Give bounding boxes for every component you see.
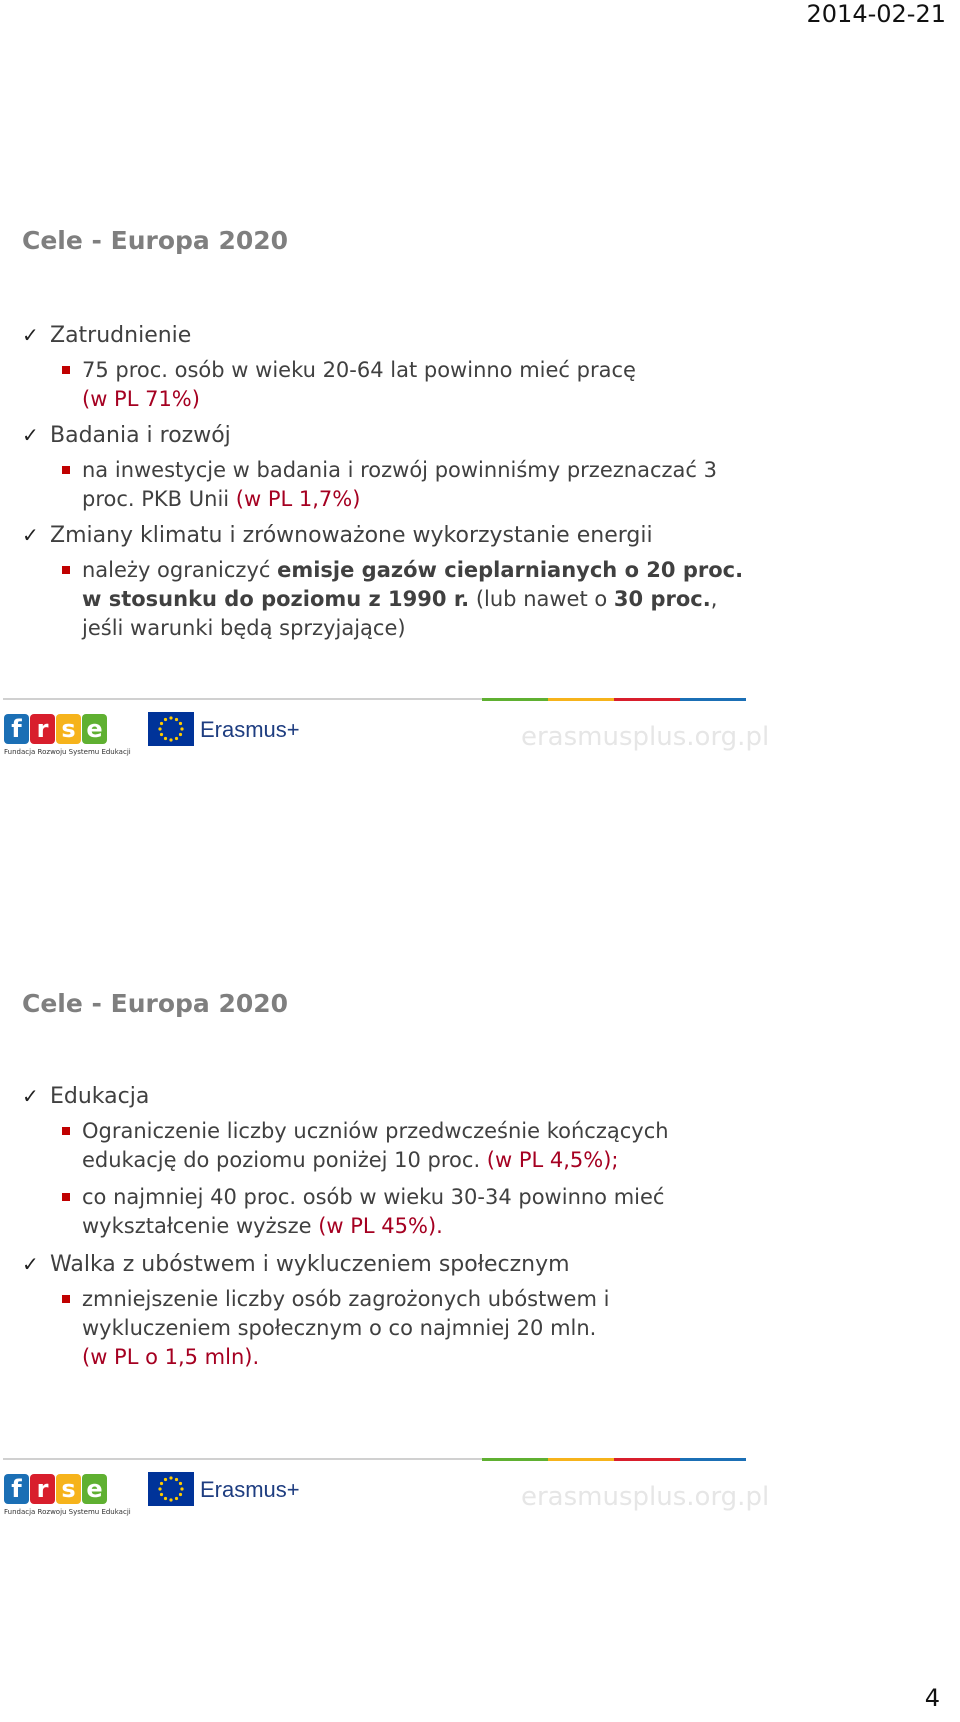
erasmus-logo-text: Erasmus+ <box>200 717 300 742</box>
sub-list-item: Ograniczenie liczby uczniów przedwcześnie kończących edukację do poziomu poniżej 10 proc. (w PL 4,5%); <box>82 1119 669 1172</box>
slide-footer <box>0 698 770 768</box>
divider <box>614 1458 680 1461</box>
list-item: ✓ Zmiany klimatu i zrównoważone wykorzystanie energii <box>22 523 653 548</box>
slide-1 <box>0 226 760 746</box>
checkmark-icon: ✓ <box>22 1084 39 1108</box>
eu-flag-icon <box>148 712 194 746</box>
checkmark-icon: ✓ <box>22 523 39 547</box>
slide-footer <box>0 1458 770 1528</box>
sub-list-item: co najmniej 40 proc. osób w wieku 30-34 powinno mieć wykształcenie wyższe (w PL 45%). <box>82 1185 665 1238</box>
checkmark-icon: ✓ <box>22 1252 39 1276</box>
list-item: ✓ Badania i rozwój <box>22 423 231 448</box>
frse-logo: f r s e Fundacja Rozwoju Systemu Edukacji <box>4 1475 131 1516</box>
sub-list-item: na inwestycje w badania i rozwój powinniśmy przeznaczać 3 proc. PKB Unii (w PL 1,7%) <box>82 458 717 511</box>
sub-list-item: 75 proc. osób w wieku 20-64 lat powinno mieć pracę (w PL 71%) <box>82 358 636 411</box>
divider <box>3 1458 483 1460</box>
divider <box>680 698 746 701</box>
checkmark-icon: ✓ <box>22 423 39 447</box>
slide-content <box>22 1083 752 1380</box>
divider <box>548 1458 614 1461</box>
divider <box>548 698 614 701</box>
eu-flag-icon <box>148 1472 194 1506</box>
sub-list-item: zmniejszenie liczby osób zagrożonych ubóstwem i wykluczeniem społecznym o co najmniej 20 mln. (w PL o 1,5 mln). <box>82 1287 610 1369</box>
site-url: erasmusplus.org.pl <box>521 1482 770 1512</box>
page-number: 4 <box>924 1684 940 1712</box>
slide-2 <box>0 989 760 1509</box>
divider <box>614 698 680 701</box>
slide-title: Cele - Europa 2020 <box>22 226 289 255</box>
list-item: ✓ Edukacja <box>22 1084 150 1109</box>
divider <box>482 698 548 701</box>
divider <box>3 698 483 700</box>
list-item: ✓ Walka z ubóstwem i wykluczeniem społecznym <box>22 1252 570 1277</box>
frse-logo: f r s e Fundacja Rozwoju Systemu Edukacji <box>4 715 131 756</box>
divider <box>482 1458 548 1461</box>
erasmus-logo-text: Erasmus+ <box>200 1477 300 1502</box>
list-item: ✓ Zatrudnienie <box>22 323 192 348</box>
slide-title: Cele - Europa 2020 <box>22 989 289 1018</box>
checkmark-icon: ✓ <box>22 323 39 347</box>
page-date: 2014-02-21 <box>806 0 946 28</box>
divider <box>680 1458 746 1461</box>
slide-content <box>22 322 752 651</box>
site-url: erasmusplus.org.pl <box>521 722 770 752</box>
sub-list-item: należy ograniczyć emisje gazów cieplarnianych o 20 proc. w stosunku do poziomu z 1990 r. (lub nawet o 30 proc., jeśli warunki będą sprzyjające) <box>82 558 744 640</box>
